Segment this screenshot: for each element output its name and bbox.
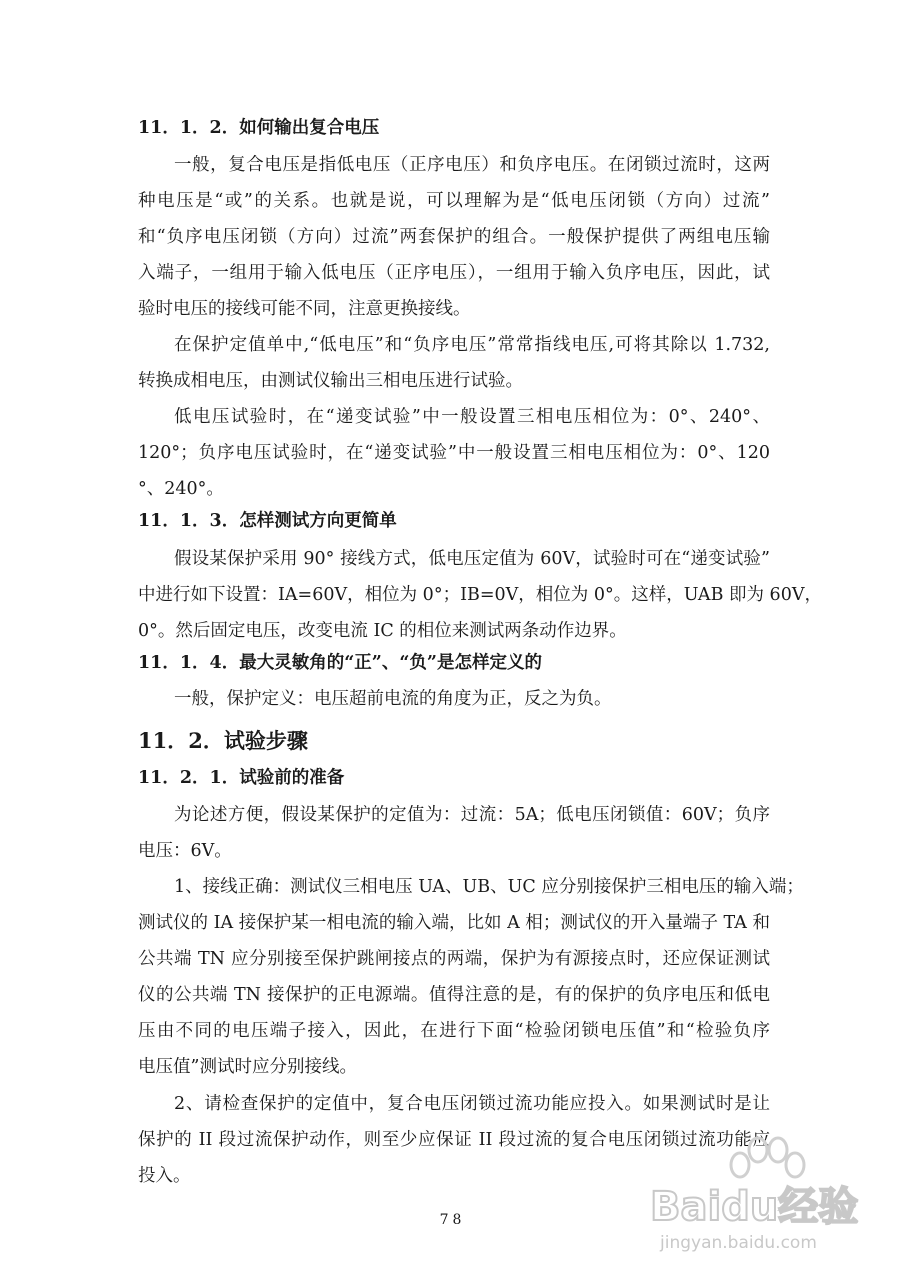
paragraph-line: °、240°。 — [138, 479, 224, 499]
paragraph-line: 120°；负序电压试验时，在“递变试验”中一般设置三相电压相位为：0°、120 — [138, 443, 770, 463]
watermark-logo: Baidu经验 — [650, 1184, 859, 1230]
baidu-watermark — [640, 1135, 890, 1265]
paragraph-line: 0°。然后固定电压，改变电流 IC 的相位来测试两条动作边界。 — [138, 621, 627, 641]
page-number: 78 — [439, 1212, 466, 1228]
paragraph-line: 一般，保护定义：电压超前电流的角度为正，反之为负。 — [174, 689, 612, 709]
paragraph-line: 电压值”测试时应分别接线。 — [138, 1057, 357, 1077]
paragraph-line: 保护的 II 段过流保护动作，则至少应保证 II 段过流的复合电压闭锁过流功能应 — [138, 1130, 770, 1150]
paragraph-line: 低电压试验时，在“递变试验”中一般设置三相电压相位为：0°、240°、 — [174, 407, 770, 427]
paragraph-line: 验时电压的接线可能不同，注意更换接线。 — [138, 299, 471, 319]
paragraph-line: 公共端 TN 应分别接至保护跳闸接点的两端，保护为有源接点时，还应保证测试 — [138, 949, 770, 969]
paragraph-line: 中进行如下设置：IA=60V，相位为 0°；IB=0V，相位为 0°。这样，UAB 即为 60V， — [138, 585, 822, 605]
subsection-heading: 11．1．3．怎样测试方向更简单 — [138, 511, 397, 531]
watermark-url: jingyan.baidu.com — [660, 1233, 817, 1253]
paragraph-line: 假设某保护采用 90° 接线方式，低电压定值为 60V，试验时可在“递变试验” — [174, 549, 770, 569]
subsection-heading: 11．2．1．试验前的准备 — [138, 768, 345, 788]
subsection-heading: 11．1．2．如何输出复合电压 — [138, 118, 380, 138]
paragraph-line: 投入。 — [138, 1166, 191, 1186]
paragraph-line: 和“负序电压闭锁（方向）过流”两套保护的组合。一般保护提供了两组电压输 — [138, 227, 770, 247]
paragraph-line: 种电压是“或”的关系。也就是说，可以理解为是“低电压闭锁（方向）过流” — [138, 191, 770, 211]
paragraph-line: 在保护定值单中,“低电压”和“负序电压”常常指线电压,可将其除以 1.732, — [174, 335, 770, 355]
paragraph-line: 一般，复合电压是指低电压（正序电压）和负序电压。在闭锁过流时，这两 — [174, 155, 770, 175]
paragraph-line: 测试仪的 IA 接保护某一相电流的输入端，比如 A 相；测试仪的开入量端子 TA 和 — [138, 913, 770, 933]
subsection-heading: 11．1．4．最大灵敏角的“正”、“负”是怎样定义的 — [138, 653, 542, 673]
paragraph-line: 压由不同的电压端子接入，因此，在进行下面“检验闭锁电压值”和“检验负序 — [138, 1021, 770, 1041]
paragraph-line: 转换成相电压，由测试仪输出三相电压进行试验。 — [138, 371, 523, 391]
paragraph-line: 仪的公共端 TN 接保护的正电源端。值得注意的是，有的保护的负序电压和低电 — [138, 985, 770, 1005]
paragraph-line: 电压：6V。 — [138, 841, 232, 861]
paragraph-line: 为论述方便，假设某保护的定值为：过流：5A；低电压闭锁值：60V；负序 — [174, 805, 770, 825]
section-heading: 11．2．试验步骤 — [138, 728, 308, 753]
paragraph-line: 入端子，一组用于输入低电压（正序电压），一组用于输入负序电压，因此，试 — [138, 263, 770, 283]
paragraph-line: 2、请检查保护的定值中，复合电压闭锁过流功能应投入。如果测试时是让 — [174, 1094, 770, 1114]
paragraph-line: 1、接线正确：测试仪三相电压 UA、UB、UC 应分别接保护三相电压的输入端； — [174, 877, 804, 897]
